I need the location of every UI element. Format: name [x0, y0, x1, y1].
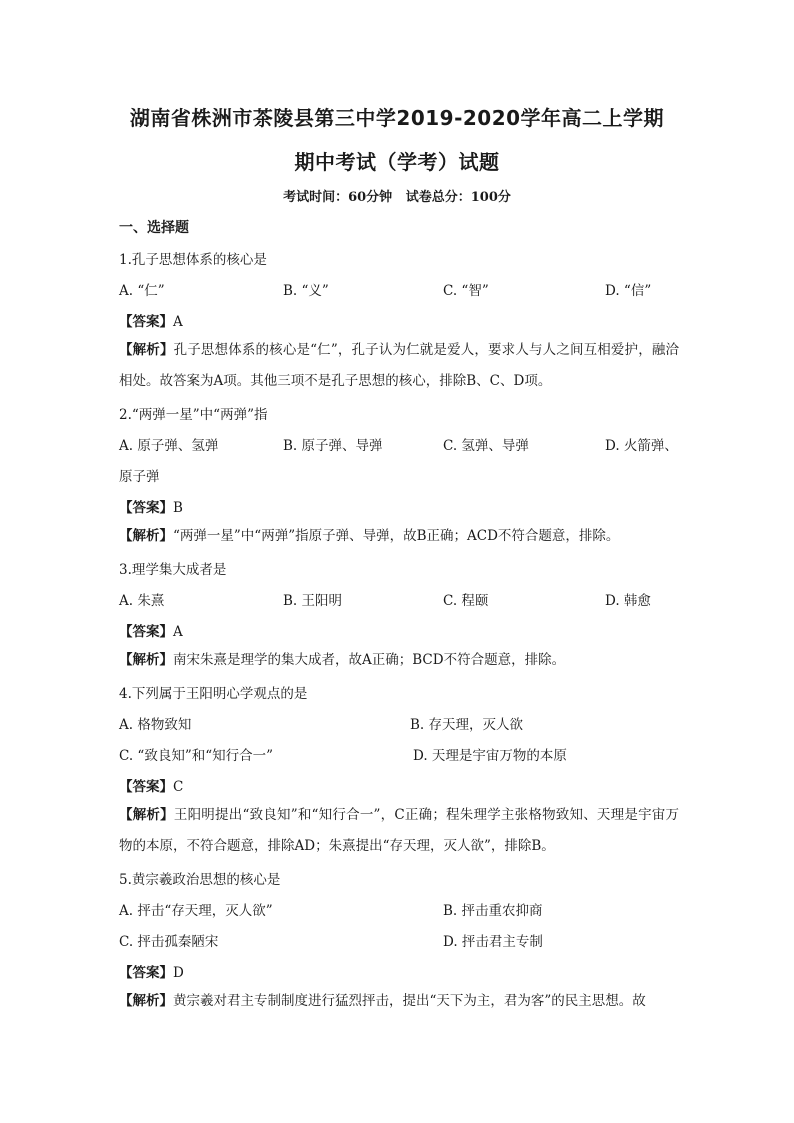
answer-tag: 【答案】: [119, 500, 173, 516]
analysis-tag: 【解析】: [119, 993, 173, 1009]
answer-tag: 【答案】: [119, 965, 173, 981]
option: C. 氢弹、导弹: [443, 438, 529, 454]
option: D. 韩愈: [605, 593, 651, 609]
option: A. “仁”: [119, 283, 165, 299]
analysis-tag: 【解析】: [119, 807, 174, 823]
analysis-paragraph: [119, 800, 679, 862]
title-line-2: 期中考试（学考）试题: [294, 150, 500, 174]
answer-tag: 【答案】: [119, 624, 173, 640]
answer-line: [119, 620, 183, 640]
answer-line: [119, 310, 183, 330]
analysis-tag: 【解析】: [119, 528, 173, 544]
answer-line: [119, 496, 183, 516]
answer-line: [119, 961, 184, 981]
analysis-text: 黄宗羲对君主专制制度进行猛烈抨击，提出“天下为主，君为客”的民主思想。故: [173, 993, 646, 1009]
section-heading: 一、选择题: [119, 220, 189, 236]
analysis-paragraph: [119, 986, 679, 1017]
answer-tag: 【答案】: [119, 779, 173, 795]
option: A. 原子弹、氢弹: [119, 438, 219, 454]
question-stem: 2.“两弹一星”中“两弹”指: [119, 407, 268, 423]
option: A. 格物致知: [119, 717, 192, 733]
option: B. “义”: [283, 283, 329, 299]
question-stem: 3.理学集大成者是: [119, 562, 227, 578]
option-continuation: 原子弹: [119, 469, 160, 485]
exam-meta: 考试时间：60分钟 试卷总分：100分: [283, 190, 511, 205]
answer-value: A: [173, 314, 183, 330]
option: D. 天理是宇宙万物的本原: [413, 748, 567, 764]
analysis-text: 南宋朱熹是理学的集大成者，故A正确；BCD不符合题意，排除。: [173, 652, 566, 668]
option: D. “信”: [605, 283, 652, 299]
answer-value: C: [173, 779, 184, 795]
question-stem: 1.孔子思想体系的核心是: [119, 252, 267, 268]
question-stem: 4.下列属于王阳明心学观点的是: [119, 686, 308, 702]
option: A. 朱熹: [119, 593, 165, 609]
answer-value: B: [173, 500, 183, 516]
question-stem: 5.黄宗羲政治思想的核心是: [119, 872, 281, 888]
analysis-text: 王阳明提出“致良知”和“知行合一”，C正确；程朱理学主张格物致知、天理是宇宙万物的本原，不符合题意，排除AD；朱熹提出“存天理，灭人欲”，排除B。: [119, 807, 680, 854]
option: C. “致良知”和“知行合一”: [119, 748, 274, 764]
answer-value: D: [173, 965, 184, 981]
option: D. 火箭弹、: [605, 438, 678, 454]
answer-tag: 【答案】: [119, 314, 173, 330]
analysis-text: 孔子思想体系的核心是“仁”，孔子认为仁就是爱人，要求人与人之间互相爱护，融洽相处。故答案为A项。其他三项不是孔子思想的核心，排除B、C、D项。: [119, 342, 679, 389]
option: B. 抨击重农抑商: [443, 903, 543, 919]
option: C. 抨击孤秦陋宋: [119, 934, 219, 950]
title-line-1: 湖南省株洲市茶陵县第三中学2019-2020学年高二上学期: [129, 106, 665, 130]
analysis-paragraph: [119, 645, 679, 676]
option: C. 程颐: [443, 593, 489, 609]
answer-value: A: [173, 624, 183, 640]
answer-line: [119, 775, 183, 795]
analysis-paragraph: [119, 335, 679, 397]
analysis-tag: 【解析】: [119, 652, 173, 668]
option: B. 原子弹、导弹: [283, 438, 383, 454]
option: B. 存天理，灭人欲: [410, 717, 524, 733]
option: C. “智”: [443, 283, 489, 299]
analysis-tag: 【解析】: [119, 342, 174, 358]
option: D. 抨击君主专制: [443, 934, 543, 950]
option: B. 王阳明: [283, 593, 343, 609]
analysis-text: “两弹一星”中“两弹”指原子弹、导弹，故B正确；ACD不符合题意，排除。: [173, 528, 620, 544]
option: A. 抨击“存天理，灭人欲”: [119, 903, 273, 919]
analysis-paragraph: [119, 521, 679, 552]
